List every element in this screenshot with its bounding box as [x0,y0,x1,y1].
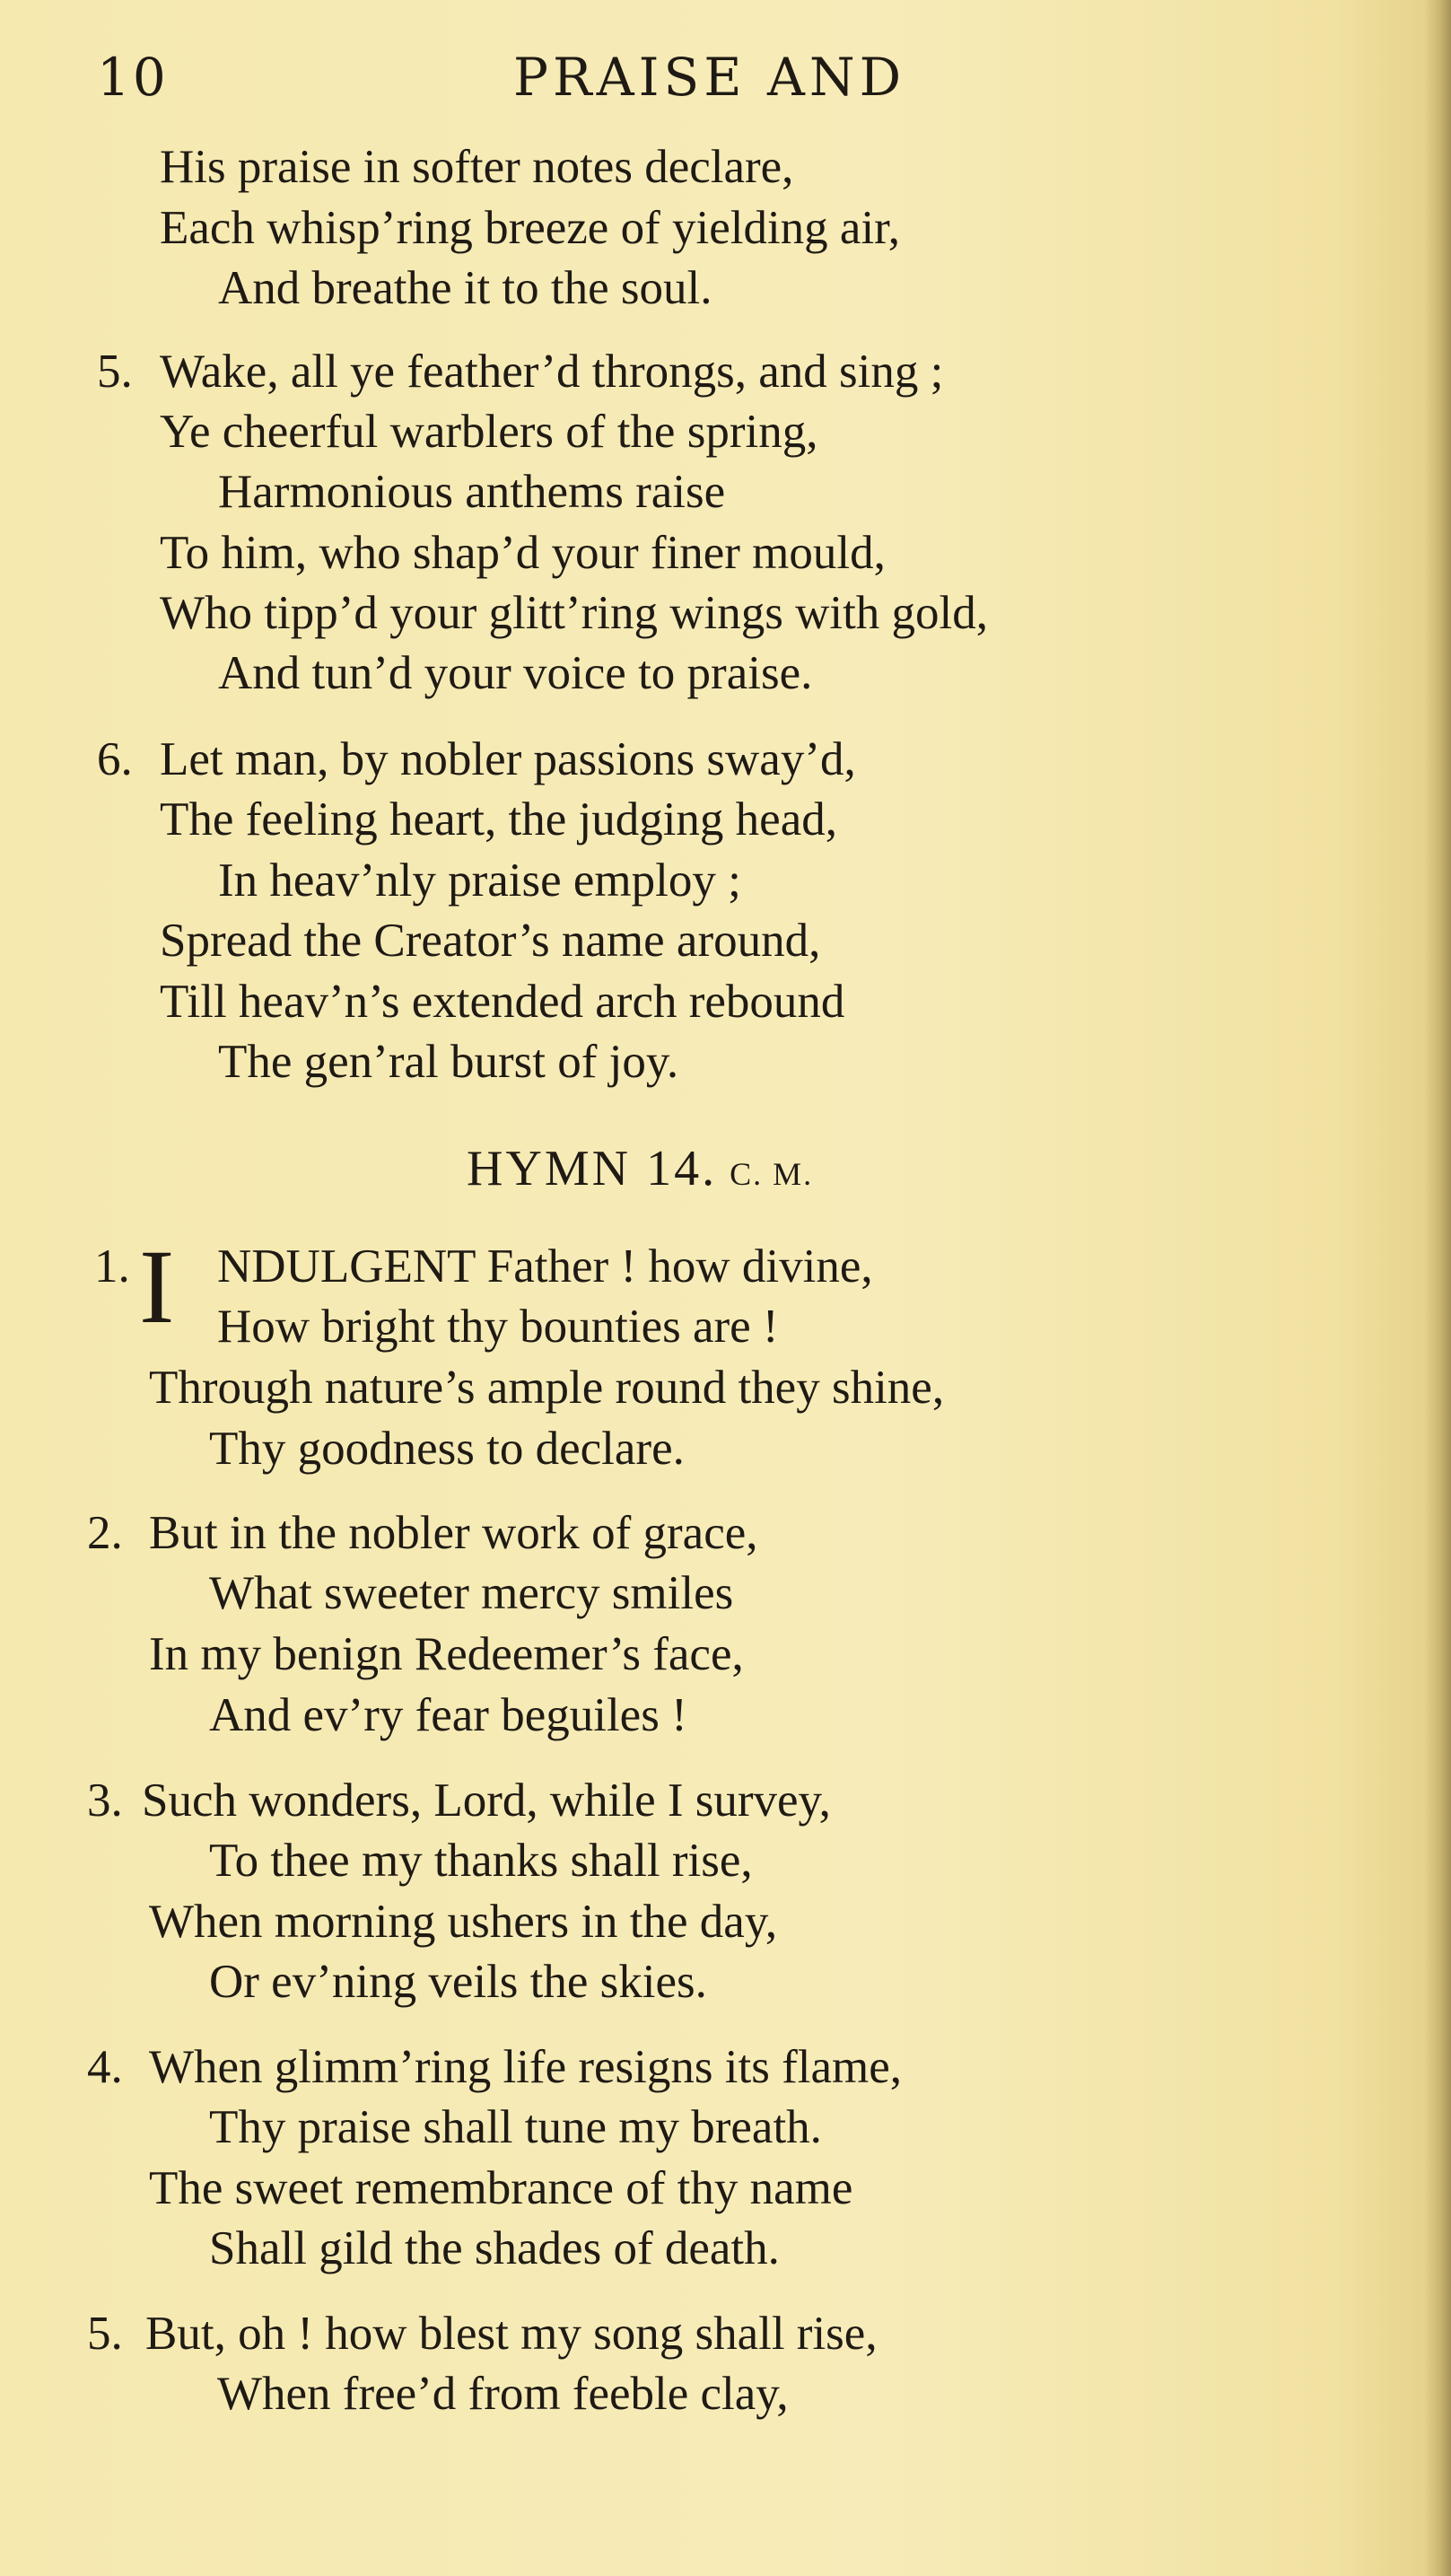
stanza-number: 1. [94,1240,130,1292]
stanza-number: 5. [97,346,133,398]
hymn-meter: C. M. [730,1156,814,1192]
hymn-title: HYMN 14. [467,1141,718,1196]
verse-line: In heav’nly praise employ ; [218,854,741,907]
hymn-heading [467,1140,813,1197]
verse-line: The feeling heart, the judging head, [160,793,837,846]
verse-line: And tun’d your voice to praise. [218,647,813,699]
verse-line: And ev’ry fear beguiles ! [209,1689,687,1741]
verse-line: How bright thy bounties are ! [217,1301,779,1353]
verse-line: Each whisp’ring breeze of yielding air, [160,202,900,254]
verse-line: Thy praise shall tune my breath. [209,2101,822,2153]
verse-line: Shall gild the shades of death. [209,2222,780,2274]
page-edge-shadow [1424,0,1451,2576]
verse-line: When morning ushers in the day, [149,1896,778,1948]
verse-line: The gen’ral burst of joy. [218,1036,679,1088]
verse-line: Let man, by nobler passions sway’d, [160,733,856,785]
verse-line: But, oh ! how blest my song shall rise, [145,2308,878,2360]
verse-line: Or ev’ning veils the skies. [209,1956,707,2008]
running-header [97,47,994,118]
verse-line: Thy goodness to declare. [209,1423,685,1475]
verse-line: Wake, all ye feather’d throngs, and sing ; [160,346,944,398]
stanza-number: 6. [97,733,133,785]
verse-line: Such wonders, Lord, while I survey, [142,1774,831,1827]
verse-line: But in the nobler work of grace, [149,1507,758,1559]
verse-line: The sweet remembrance of thy name [149,2162,853,2214]
verse-line: To thee my thanks shall rise, [209,1835,753,1887]
stanza-number: 3. [87,1774,123,1827]
verse-line: NDULGENT Father ! how divine, [217,1240,873,1292]
verse-line: In my benign Redeemer’s face, [149,1628,744,1680]
verse-line: And breathe it to the soul. [218,262,712,314]
stanza-number: 4. [87,2041,123,2093]
verse-line: His praise in softer notes declare, [160,141,794,193]
verse-line: Harmonious anthems raise [218,466,726,518]
verse-line: Through nature’s ample round they shine, [149,1362,945,1414]
drop-cap: I [139,1228,175,1345]
running-title: PRAISE AND [513,47,906,108]
verse-line: Till heav’n’s extended arch rebound [160,976,845,1028]
verse-line: To him, who shap’d your finer mould, [160,527,886,579]
verse-line: When glimm’ring life resigns its flame, [149,2041,902,2093]
stanza-number: 2. [87,1507,123,1559]
page-number: 10 [97,47,169,108]
verse-line: When free’d from feeble clay, [217,2368,789,2420]
verse-line: Who tipp’d your glitt’ring wings with gold, [160,587,989,639]
verse-line: What sweeter mercy smiles [209,1567,734,1619]
verse-line: Ye cheerful warblers of the spring, [160,406,818,458]
verse-line: Spread the Creator’s name around, [160,915,821,967]
stanza-number: 5. [87,2308,123,2360]
